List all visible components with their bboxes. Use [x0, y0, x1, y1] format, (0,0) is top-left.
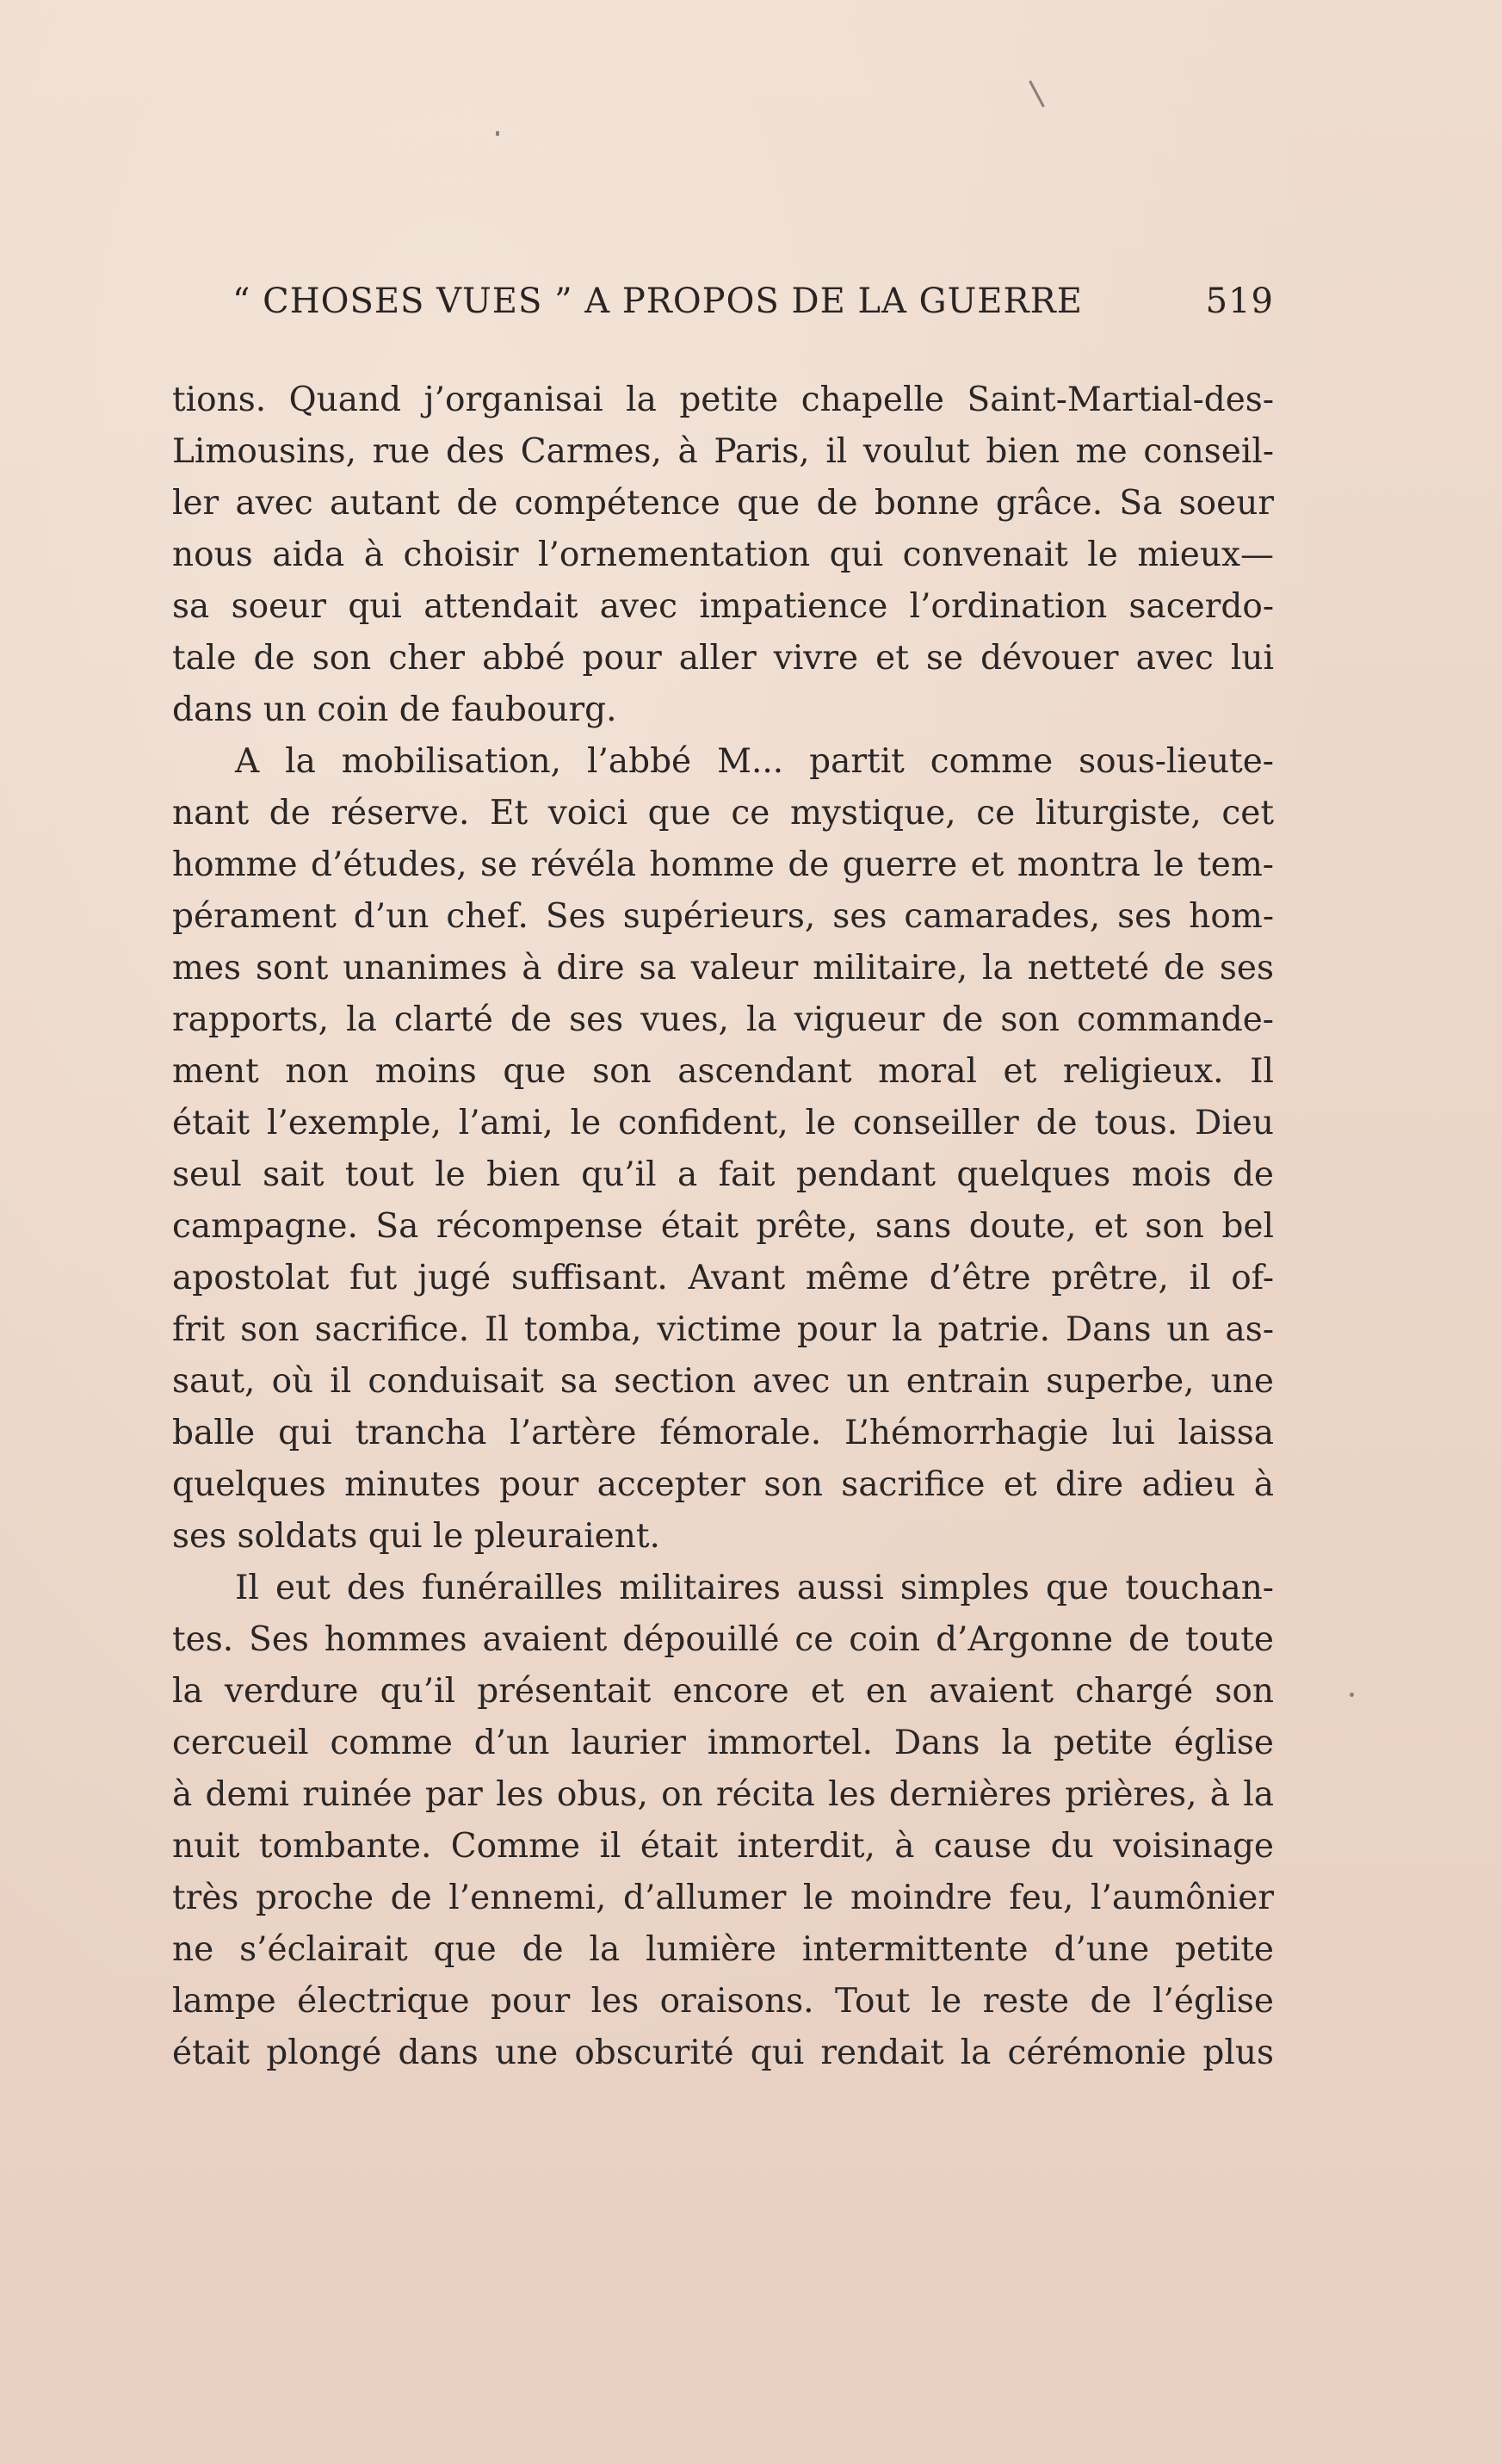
text-line: seul sait tout le bien qu’il a fait pendant quelques mois de — [172, 1155, 1274, 1194]
page-number: 519 — [1205, 282, 1274, 321]
text-line: était plongé dans une obscurité qui rendait la cérémonie plus — [172, 2034, 1274, 2072]
text-line: quelques minutes pour accepter son sacrifice et dire adieu à — [172, 1465, 1274, 1504]
text-line: la verdure qu’il présentait encore et en avaient chargé son — [172, 1672, 1274, 1711]
paragraph-2 — [172, 736, 1274, 1563]
text-line: ne s’éclairait que de la lumière intermittente d’une petite — [172, 1930, 1274, 1969]
text-line: apostolat fut jugé suffisant. Avant même d’être prêtre, il of- — [172, 1259, 1274, 1297]
text-line: était l’exemple, l’ami, le confident, le conseiller de tous. Dieu — [172, 1104, 1274, 1142]
text-line: sa soeur qui attendait avec impatience l’ordination sacerdo- — [172, 587, 1274, 626]
text-line: campagne. Sa récompense était prête, sans doute, et son bel — [172, 1207, 1274, 1246]
paper-speck — [1029, 80, 1045, 107]
text-line: Il eut des funérailles militaires aussi simples que touchan- — [235, 1569, 1274, 1607]
text-line: tions. Quand j’organisai la petite chapelle Saint-Martial-des- — [172, 381, 1274, 419]
running-head — [232, 282, 1274, 333]
text-line: ment non moins que son ascendant moral et religieux. Il — [172, 1052, 1274, 1091]
text-line: ler avec autant de compétence que de bonne grâce. Sa soeur — [172, 484, 1274, 523]
text-line: pérament d’un chef. Ses supérieurs, ses camarades, ses hom- — [172, 897, 1274, 936]
text-line: nant de réserve. Et voici que ce mystique, ce liturgiste, cet — [172, 794, 1274, 833]
text-line: frit son sacrifice. Il tomba, victime pour la patrie. Dans un as- — [172, 1310, 1274, 1349]
running-head-title: “ CHOSES VUES ” A PROPOS DE LA GUERRE — [232, 282, 1083, 321]
text-line: saut, où il conduisait sa section avec un entrain superbe, une — [172, 1362, 1274, 1401]
text-line: lampe électrique pour les oraisons. Tout le reste de l’église — [172, 1982, 1274, 2021]
paper-speck — [496, 131, 499, 136]
text-line: dans un coin de faubourg. — [172, 690, 617, 729]
text-line: nous aida à choisir l’ornementation qui convenait le mieux— — [172, 536, 1274, 574]
text-line: ses soldats qui le pleuraient. — [172, 1517, 660, 1556]
text-line: tale de son cher abbé pour aller vivre et se dévouer avec lui — [172, 639, 1274, 678]
body-text — [172, 375, 1274, 2079]
text-line: nuit tombante. Comme il était interdit, à cause du voisinage — [172, 1827, 1274, 1866]
paragraph-3 — [172, 1563, 1274, 2079]
text-line: A la mobilisation, l’abbé M... partit comme sous-lieute- — [235, 742, 1274, 781]
text-line: mes sont unanimes à dire sa valeur militaire, la netteté de ses — [172, 949, 1274, 987]
text-line: homme d’études, se révéla homme de guerre et montra le tem- — [172, 845, 1274, 884]
text-line: balle qui trancha l’artère fémorale. L’hémorrhagie lui laissa — [172, 1414, 1274, 1452]
text-line: rapports, la clarté de ses vues, la vigueur de son commande- — [172, 1000, 1274, 1039]
paper-speck — [1350, 1693, 1354, 1697]
paragraph-1 — [172, 375, 1274, 736]
text-line: à demi ruinée par les obus, on récita les dernières prières, à la — [172, 1775, 1274, 1814]
text-line: tes. Ses hommes avaient dépouillé ce coin d’Argonne de toute — [172, 1620, 1274, 1659]
text-line: cercueil comme d’un laurier immortel. Dans la petite église — [172, 1724, 1274, 1762]
text-line: Limousins, rue des Carmes, à Paris, il voulut bien me conseil- — [172, 432, 1274, 471]
text-line: très proche de l’ennemi, d’allumer le moindre feu, l’aumônier — [172, 1879, 1274, 1917]
